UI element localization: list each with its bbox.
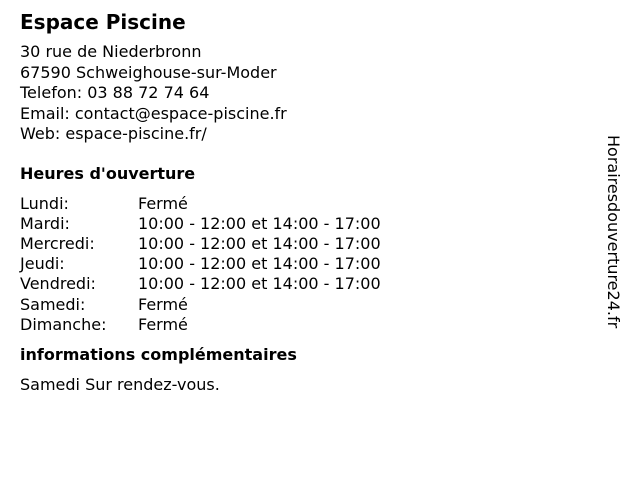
hours-day: Mardi: bbox=[20, 213, 70, 233]
hours-day: Jeudi: bbox=[20, 254, 65, 274]
hours-row-lundi bbox=[20, 194, 600, 214]
hours-time: 10:00 - 12:00 et 14:00 - 17:00 bbox=[138, 254, 381, 274]
hours-day: Mercredi: bbox=[20, 233, 95, 253]
hours-day: Vendredi: bbox=[20, 274, 96, 294]
hours-day: Samedi: bbox=[20, 294, 86, 314]
phone-line: Telefon: 03 88 72 74 64 bbox=[20, 83, 210, 102]
hours-time: Fermé bbox=[138, 193, 188, 213]
hours-time: 10:00 - 12:00 et 14:00 - 17:00 bbox=[138, 213, 381, 233]
hours-time: 10:00 - 12:00 et 14:00 - 17:00 bbox=[138, 274, 381, 294]
hours-row-mardi bbox=[20, 214, 600, 234]
additional-info-text: Samedi Sur rendez-vous. bbox=[20, 374, 220, 394]
hours-time: Fermé bbox=[138, 314, 188, 334]
hours-row-vendredi bbox=[20, 274, 600, 294]
business-name: Espace Piscine bbox=[20, 10, 186, 34]
opening-hours-table bbox=[20, 194, 600, 335]
hours-time: 10:00 - 12:00 et 14:00 - 17:00 bbox=[138, 233, 381, 253]
address-city: 67590 Schweighouse-sur-Moder bbox=[20, 62, 277, 82]
hours-row-mercredi bbox=[20, 234, 600, 254]
hours-row-dimanche bbox=[20, 315, 600, 335]
email-line: Email: contact@espace-piscine.fr bbox=[20, 103, 287, 123]
additional-info-heading: informations complémentaires bbox=[20, 344, 297, 364]
contact-block bbox=[20, 42, 600, 145]
web-line: Web: espace-piscine.fr/ bbox=[20, 124, 207, 143]
hours-day: Lundi: bbox=[20, 193, 69, 213]
business-card bbox=[20, 10, 600, 395]
hours-row-jeudi bbox=[20, 254, 600, 274]
hours-time: Fermé bbox=[138, 294, 188, 314]
hours-row-samedi bbox=[20, 295, 600, 315]
opening-hours-heading: Heures d'ouverture bbox=[20, 163, 196, 183]
hours-day: Dimanche: bbox=[20, 314, 107, 334]
address-street: 30 rue de Niederbronn bbox=[20, 42, 202, 61]
site-watermark: Horairesdouverture24.fr bbox=[604, 135, 623, 329]
